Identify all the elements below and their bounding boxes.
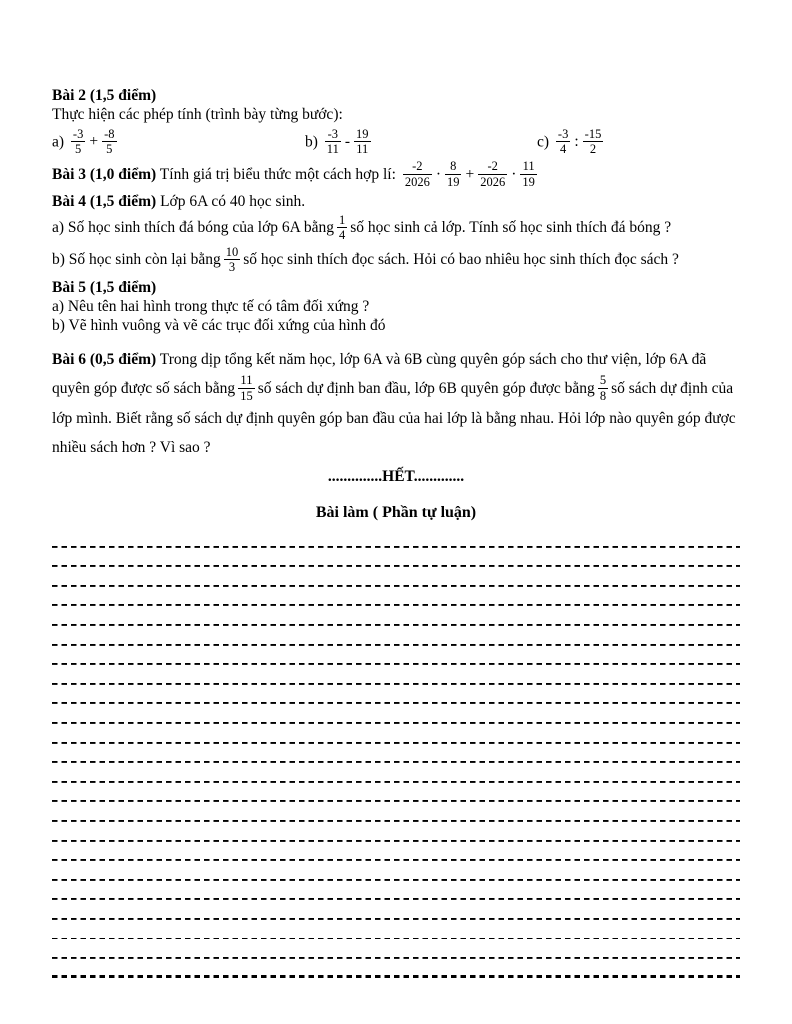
expression-c: [537, 128, 740, 158]
bai6-title: Bài 6 (0,5 điểm): [52, 350, 157, 368]
operator: +: [89, 133, 99, 151]
answer-line: [52, 939, 740, 959]
answer-line: [52, 704, 740, 724]
bai5-question-a: a) Nêu tên hai hình trong thực tế có tâm đối xứng ?: [52, 297, 370, 315]
bai3-expression: [400, 159, 540, 189]
bailam-heading: Bài làm ( Phần tự luận): [315, 504, 477, 521]
answer-line: [52, 881, 740, 901]
operator: -: [344, 133, 351, 151]
expr-a-label: a): [52, 133, 65, 151]
het-marker: ..............HẾT.............: [327, 468, 465, 485]
bai4-b-post: số học sinh thích đọc sách. Hỏi có bao nhiêu học sinh thích đọc sách ?: [243, 251, 679, 269]
bai4-title: Bài 4 (1,5 điểm): [52, 193, 157, 211]
fraction: $\frac{11}{15}$: [240, 373, 253, 403]
fraction: $\frac{-3}{11}$: [326, 127, 339, 157]
bai6-p2: số sách dự định ban đầu, lớp 6B quyên góp được bằng: [257, 379, 595, 397]
answer-line: [52, 685, 740, 705]
answer-line: [52, 783, 740, 803]
operator: +: [465, 165, 475, 183]
expression-a: [52, 128, 305, 158]
bai3-text: Tính giá trị biểu thức một cách hợp lí:: [159, 165, 396, 183]
fraction: $\frac{19}{11}$: [356, 127, 369, 157]
answer-line: [52, 842, 740, 862]
fraction: $\frac{-2}{2026}$: [480, 159, 506, 189]
bai2-intro: Thực hiện các phép tính (trình bày từng bước):: [52, 106, 343, 123]
answer-line: [52, 920, 740, 940]
expr-c-label: c): [537, 133, 550, 151]
section-bai3: [52, 160, 740, 190]
answer-line: [52, 626, 740, 646]
answer-line: [52, 861, 740, 881]
fraction: $\frac{-3}{4}$: [557, 127, 569, 157]
section-bai2: [52, 86, 740, 158]
answer-line: [52, 548, 740, 568]
bai4-heading: [52, 192, 740, 211]
fraction: $\frac{5}{8}$: [599, 373, 607, 403]
operator: ·: [511, 165, 517, 183]
answer-line: [52, 959, 740, 979]
bai4-question-a: [52, 213, 740, 243]
answer-line: [52, 744, 740, 764]
answer-line: [52, 606, 740, 626]
answer-line: [52, 587, 740, 607]
answer-line: [52, 900, 740, 920]
bai4-question-b: [52, 245, 740, 275]
answer-line: [52, 665, 740, 685]
answer-line: [52, 567, 740, 587]
bai3-title: Bài 3 (1,0 điểm): [52, 165, 157, 183]
answer-line: [52, 822, 740, 842]
bai2-expressions: [52, 128, 740, 158]
expr-b-label: b): [305, 133, 318, 151]
bai4-a-pre: a) Số học sinh thích đá bóng của lớp 6A bằng: [52, 219, 334, 237]
bai4-text: Lớp 6A có 40 học sinh.: [160, 193, 306, 211]
fraction: $\frac{-8}{5}$: [104, 127, 115, 157]
bai5-title: Bài 5 (1,5 điểm): [52, 278, 157, 296]
bai6-p3: số sách dự định của lớp mình. Biết rằng số sách dự định quyên góp ban đầu của hai lớp là bằng nhau. Hỏi lớp nào quyên góp được nhiều sách hơn ? Vì sao ?: [52, 379, 736, 456]
answer-line: [52, 646, 740, 666]
bai4-b-pre: b) Số học sinh còn lại bằng: [52, 251, 221, 269]
answer-line: [52, 802, 740, 822]
fraction: $\frac{8}{19}$: [446, 159, 460, 189]
bai2-title: Bài 2 (1,5 điểm): [52, 87, 157, 104]
fraction: $\frac{-3}{5}$: [72, 127, 84, 157]
fraction: $\frac{-15}{2}$: [584, 127, 602, 157]
section-bai5: [52, 278, 740, 335]
operator: ·: [435, 165, 441, 183]
answer-line: [52, 528, 740, 548]
expression-b: [305, 128, 537, 158]
fraction: $\frac{10}{3}$: [225, 244, 239, 275]
fraction: $\frac{-2}{2026}$: [404, 159, 430, 189]
answer-line: [52, 763, 740, 783]
answer-lines: [52, 528, 740, 979]
operator: :: [574, 133, 579, 151]
fraction: $\frac{1}{4}$: [338, 212, 346, 242]
bai6-p1: Trong dịp tổng kết năm học, lớp 6A và 6B cùng quyên góp sách cho thư viện, lớp 6A đã quyên góp được số sách bằng: [52, 350, 707, 397]
fraction: $\frac{11}{19}$: [522, 159, 535, 189]
answer-line: [52, 724, 740, 744]
bai5-question-b: b) Vẽ hình vuông và vẽ các trục đối xứng của hình đó: [52, 316, 386, 334]
bai4-a-post: số học sinh cả lớp. Tính số học sinh thích đá bóng ?: [350, 219, 672, 237]
section-bai6: [52, 345, 740, 462]
section-bai4: [52, 192, 740, 276]
